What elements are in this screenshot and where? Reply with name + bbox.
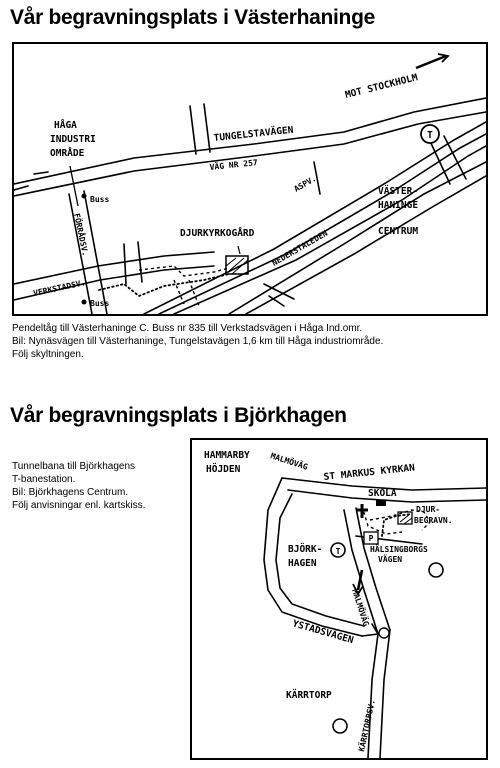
label-centrum-3: CENTRUM (378, 226, 419, 237)
label-haga-1: HÅGA (54, 120, 77, 131)
map-bjorkhagen (190, 438, 488, 760)
road-side-2 (204, 104, 210, 152)
djurbegravning-hatch (400, 514, 412, 524)
tunnelbana-east-icon (429, 563, 443, 577)
directions-bjorkhagen-line-2: T-banestation. (12, 474, 76, 485)
route-dotted-bjork (382, 514, 412, 536)
pendeltag-station-t: T (427, 130, 433, 141)
label-verkstadsv: VERKSTADSV. (32, 278, 87, 298)
label-bjork-2: HAGEN (288, 558, 317, 569)
road-centrum-2 (444, 136, 466, 179)
tunnelbana-bjorkhagen-t: T (335, 547, 341, 556)
label-mot-stockholm: MOT STOCKHOLM (344, 72, 419, 101)
label-forradsv: FÖRRÅDSV. (72, 212, 90, 257)
bus-stop-1-icon (82, 194, 87, 199)
label-hammarby-2: HÖJDEN (206, 464, 241, 475)
road-nederstaleden-1 (229, 162, 486, 314)
school-building-icon (376, 500, 386, 506)
directions-bjorkhagen (12, 460, 187, 512)
map-vasterhaninge-drawing (14, 44, 486, 314)
label-st-markus: ST MARKUS KYRKAN (323, 462, 416, 483)
map-bjorkhagen-drawing (192, 440, 486, 758)
label-aspv: ASPV. (292, 173, 318, 194)
label-centrum-1: VÄSTER- (378, 186, 419, 197)
label-halsingborgs-2: VÄGEN (378, 555, 403, 564)
road-karrtorpsv-2 (380, 630, 390, 758)
djurkyrkogard-pointer (238, 246, 240, 254)
label-skola: SKOLA (368, 488, 397, 499)
tunnelbana-karrtorp-icon (333, 719, 347, 733)
parking-p: P (368, 534, 374, 543)
label-ystadsvagen: YSTADSVÄGEN (291, 618, 355, 647)
section-title-vasterhaninge: Vår begravningsplats i Västerhaninge (10, 6, 375, 29)
label-djurkyrkogard: DJURKYRKOGÅRD (180, 228, 255, 239)
road-ystad-join (362, 634, 378, 636)
label-karrtorpsv: KÄRRTORPSV. (357, 698, 377, 753)
directions-bjorkhagen-line-3: Bil: Björkhagens Centrum. (12, 487, 129, 498)
road-side-1 (190, 106, 196, 154)
label-djurbegr-1: DJUR- (416, 505, 441, 514)
label-hammarby-1: HAMMARBY (204, 450, 250, 461)
label-buss-2: Buss (90, 299, 110, 308)
label-buss-1: Buss (90, 195, 110, 204)
directions-vasterhaninge (12, 322, 492, 361)
label-djurbegr-2: BEGRAVN. (414, 516, 453, 525)
directions-bjorkhagen-line-1: Tunnelbana till Björkhagens (12, 461, 136, 472)
section-title-bjorkhagen: Vår begravningsplats i Björkhagen (10, 404, 347, 427)
label-karrtorp: KÄRRTORP (286, 690, 332, 701)
road-tungelstavagen-lower (14, 112, 486, 196)
label-malmovag-side: MALMÖVÄG (350, 587, 371, 628)
road-left-loop-1 (264, 478, 362, 636)
roundabout-icon (379, 628, 389, 638)
label-bjork-1: BJÖRK- (288, 544, 323, 555)
label-centrum-2: HANINGE (378, 200, 419, 211)
directions-vasterhaninge-line-2: Bil: Nynäsvägen till Västerhaninge, Tungelstavägen 1,6 km till Håga industriområde. (12, 336, 384, 347)
directions-bjorkhagen-line-4: Följ anvisningar enl. kartskiss. (12, 500, 146, 511)
directions-vasterhaninge-line-3: Följ skyltningen. (12, 349, 84, 360)
label-haga-3: OMRÅDE (50, 148, 85, 159)
directions-vasterhaninge-line-1: Pendeltåg till Västerhaninge C. Buss nr 835 till Verkstadsvägen i Håga Ind.omr. (12, 323, 363, 334)
road-stub-mid (124, 242, 142, 284)
label-nederstaleden: NEDERSTALEDEN (270, 228, 330, 268)
stockholm-arrow-icon (416, 56, 446, 68)
map-vasterhaninge (12, 42, 488, 316)
label-malmovag-top: MALMÖVÄG (269, 451, 309, 472)
bus-stop-2-icon (82, 300, 87, 305)
road-karrtorpsv-1 (368, 634, 378, 758)
haga-pointer (70, 166, 78, 206)
label-vag-nr-257: VÄG NR 257 (209, 158, 259, 172)
label-halsingborgs-1: HÄLSINGBORGS (370, 545, 428, 554)
label-haga-2: INDUSTRI (50, 134, 96, 145)
label-tungelstavagen: TUNGELSTAVÄGEN (213, 124, 294, 144)
road-centrum-1 (429, 139, 450, 184)
